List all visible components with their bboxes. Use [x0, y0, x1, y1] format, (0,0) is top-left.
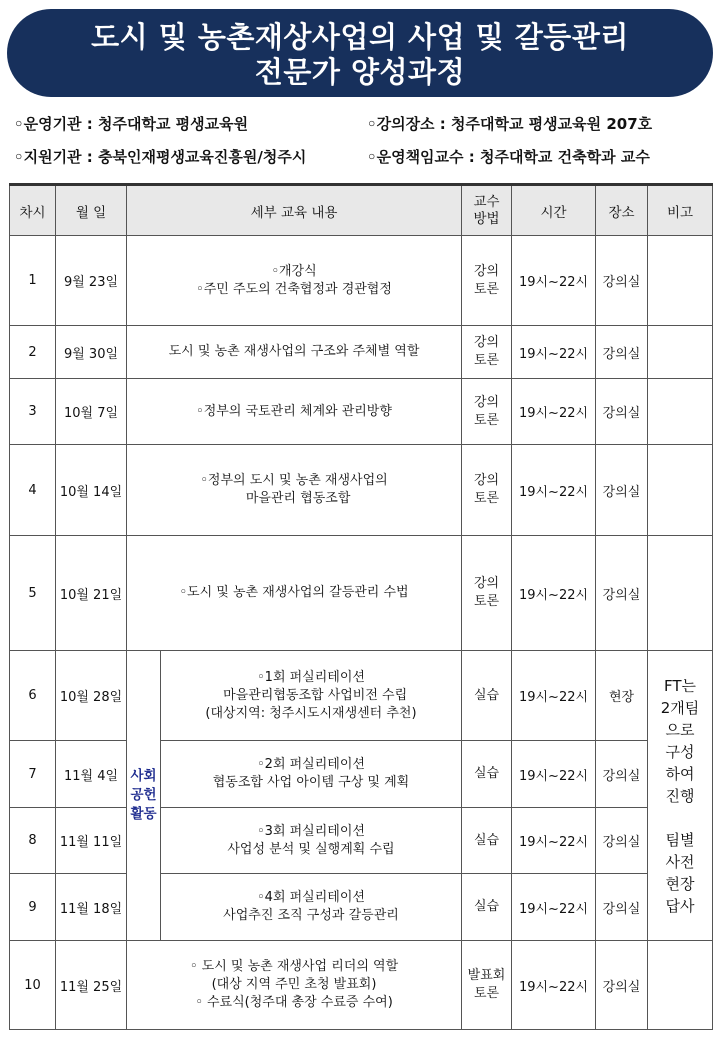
row-no: 4 [10, 445, 56, 536]
row-date: 11월 25일 [56, 941, 127, 1030]
row-place: 강의실 [596, 236, 648, 326]
row-date: 10월 7일 [56, 379, 127, 445]
row-no: 5 [10, 536, 56, 651]
header-date: 월 일 [56, 185, 127, 236]
table-row [10, 536, 713, 651]
row-place: 강의실 [596, 536, 648, 651]
row-time: 19시~22시 [512, 536, 596, 651]
info-operator: ◦운영기관 : 청주대학교 평생교육원 [14, 115, 249, 133]
row-note [648, 941, 713, 1030]
row-content: ◦개강식 ◦주민 주도의 건축협정과 경관협정 [127, 236, 462, 326]
row-time: 19시~22시 [512, 236, 596, 326]
row-time: 19시~22시 [512, 874, 596, 941]
row-no: 7 [10, 741, 56, 808]
row-content: ◦도시 및 농촌 재생사업의 갈등관리 수법 [127, 536, 462, 651]
table-header-row [10, 185, 713, 236]
row-time: 19시~22시 [512, 741, 596, 808]
table-row [10, 808, 713, 874]
row-place: 강의실 [596, 445, 648, 536]
header-method: 교수 방법 [462, 185, 512, 236]
row-place: 강의실 [596, 808, 648, 874]
table-row [10, 379, 713, 445]
row-time: 19시~22시 [512, 379, 596, 445]
row-date: 10월 21일 [56, 536, 127, 651]
row-place: 현장 [596, 651, 648, 741]
row-method: 발표회 토론 [462, 941, 512, 1030]
table-row [10, 651, 713, 741]
title-line-2: 전문가 양성과정 [254, 55, 466, 89]
header-content: 세부 교육 내용 [127, 185, 462, 236]
row-content: 도시 및 농촌 재생사업의 구조와 주체별 역할 [127, 326, 462, 379]
info-professor: ◦운영책임교수 : 청주대학교 건축학과 교수 [367, 148, 650, 166]
header-note: 비고 [648, 185, 713, 236]
row-time: 19시~22시 [512, 941, 596, 1030]
row-method: 실습 [462, 874, 512, 941]
row-content: ◦정부의 도시 및 농촌 재생사업의 마을관리 협동조합 [127, 445, 462, 536]
header-no: 차시 [10, 185, 56, 236]
row-method: 강의 토론 [462, 326, 512, 379]
row-no: 3 [10, 379, 56, 445]
row-method: 강의 토론 [462, 236, 512, 326]
header-time: 시간 [512, 185, 596, 236]
table-row [10, 326, 713, 379]
row-method: 실습 [462, 651, 512, 741]
row-no: 1 [10, 236, 56, 326]
row-no: 8 [10, 808, 56, 874]
row-no: 10 [10, 941, 56, 1030]
row-content: ◦정부의 국토관리 체계와 관리방향 [127, 379, 462, 445]
row-date: 9월 23일 [56, 236, 127, 326]
row-time: 19시~22시 [512, 808, 596, 874]
row-content: ◦2회 퍼실리테이션 협동조합 사업 아이템 구상 및 계획 [161, 741, 462, 808]
row-no: 9 [10, 874, 56, 941]
row-date: 11월 11일 [56, 808, 127, 874]
title-line-1: 도시 및 농촌재상사업의 사업 및 갈등관리 [91, 20, 629, 54]
row-place: 강의실 [596, 379, 648, 445]
header-place: 장소 [596, 185, 648, 236]
row-date: 11월 4일 [56, 741, 127, 808]
row-date: 10월 14일 [56, 445, 127, 536]
row-note [648, 379, 713, 445]
title-banner [7, 9, 713, 97]
table-row [10, 874, 713, 941]
row-place: 강의실 [596, 874, 648, 941]
info-support: ◦지원기관 : 충북인재평생교육진흥원/청주시 [14, 148, 307, 166]
schedule-table [9, 183, 713, 1030]
row-place: 강의실 [596, 941, 648, 1030]
row-no: 2 [10, 326, 56, 379]
info-venue: ◦강의장소 : 청주대학교 평생교육원 207호 [367, 115, 653, 133]
row-time: 19시~22시 [512, 326, 596, 379]
row-method: 실습 [462, 808, 512, 874]
row-method: 실습 [462, 741, 512, 808]
table-row [10, 741, 713, 808]
row-method: 강의 토론 [462, 536, 512, 651]
row-content: ◦1회 퍼실리테이션 마을관리협동조합 사업비전 수립 (대상지역: 청주시도시재생센터 추천) [161, 651, 462, 741]
row-note [648, 536, 713, 651]
row-note [648, 445, 713, 536]
row-content: ◦3회 퍼실리테이션 사업성 분석 및 실행계획 수립 [161, 808, 462, 874]
table-row [10, 445, 713, 536]
row-content: ◦4회 퍼실리테이션 사업추진 조직 구성과 갈등관리 [161, 874, 462, 941]
row-method: 강의 토론 [462, 379, 512, 445]
row-note [648, 236, 713, 326]
table-row [10, 236, 713, 326]
row-time: 19시~22시 [512, 445, 596, 536]
row-time: 19시~22시 [512, 651, 596, 741]
row-note [648, 326, 713, 379]
row-date: 9월 30일 [56, 326, 127, 379]
social-contribution-label: 사회 공헌 활동 [127, 651, 161, 941]
table-row [10, 941, 713, 1030]
row-place: 강의실 [596, 741, 648, 808]
row-date: 11월 18일 [56, 874, 127, 941]
row-method: 강의 토론 [462, 445, 512, 536]
row-date: 10월 28일 [56, 651, 127, 741]
row-no: 6 [10, 651, 56, 741]
row-place: 강의실 [596, 326, 648, 379]
note-ft-teams: FT는 2개팀 으로 구성 하여 진행 팀별 사전 현장 답사 [648, 651, 713, 941]
row-content: ◦ 도시 및 농촌 재생사업 리더의 역할 (대상 지역 주민 초청 발표회) ◦ 수료식(청주대 총장 수료증 수여) [127, 941, 462, 1030]
